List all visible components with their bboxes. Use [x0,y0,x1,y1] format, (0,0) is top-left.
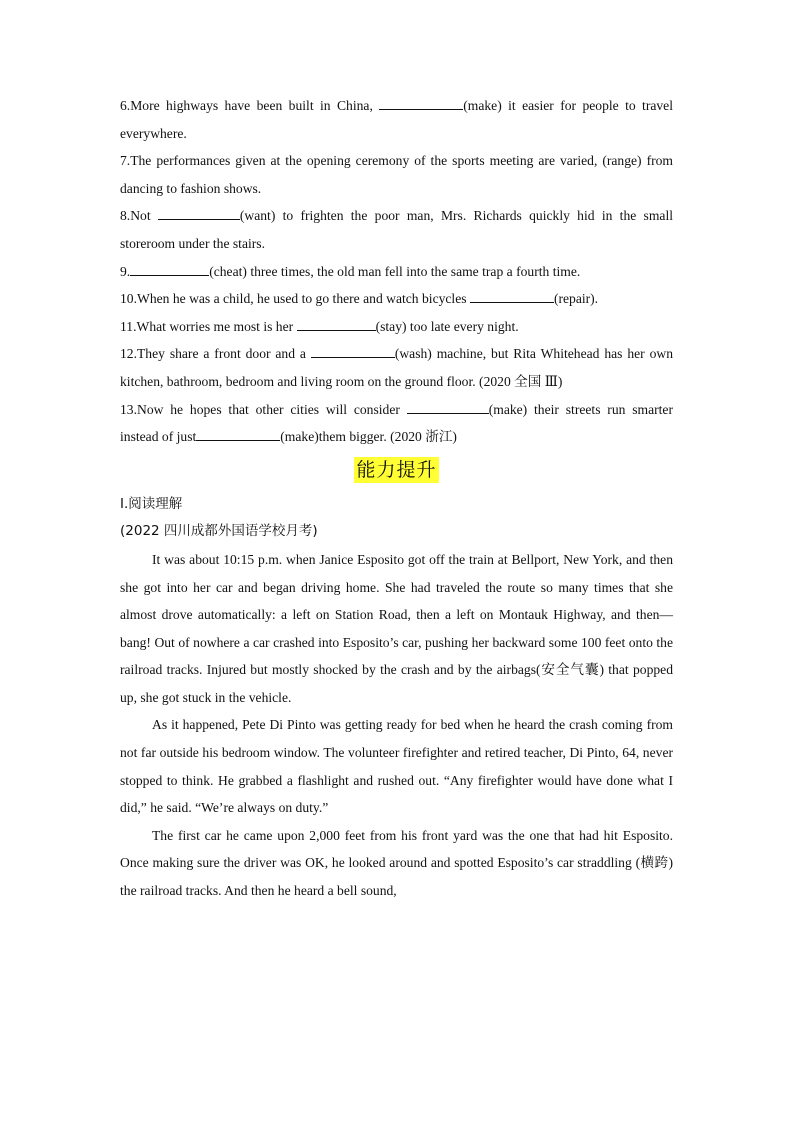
exercise-text: (repair). [553,291,599,307]
exercise-13 [120,396,673,451]
exercise-number: 7. [120,153,131,169]
exercise-text: Not [130,208,158,224]
answer-blank[interactable] [158,205,240,220]
exercise-text: They share a front door and a [137,346,311,362]
passage-paragraph-3: The first car he came upon 2,000 feet from his front yard was the one that had hit Esposito. Once making sure the driver was OK, he looked around and spotted Esposito’s car straddling (横跨) the railroad tracks. And then he heard a bell sound, [120,827,673,899]
exercise-number: 12. [120,346,137,362]
exercise-text: Now he hopes that other cities will consider [137,401,407,417]
exercise-text: (make) it easier for people to travel everywhere. [120,98,673,141]
exercise-text: (wash) machine, but Rita Whitehead has her own kitchen, bathroom, bedroom and living room on the ground floor. (2020 全国 Ⅲ) [120,346,673,389]
answer-blank[interactable] [407,399,489,414]
passage-paragraph-2: As it happened, Pete Di Pinto was getting ready for bed when he heard the crash coming from not far outside his bedroom window. The volunteer firefighter and retired teacher, Di Pinto, 64, never stopped to think. He grabbed a flashlight and rushed out. “Any firefighter would have done what I did,” he said. “We’re always on duty.” [120,717,673,816]
passage-paragraph-1: It was about 10:15 p.m. when Janice Esposito got off the train at Bellport, New York, and then she got into her car and began driving home. She had traveled the route so many times that she almost drove automatically: a left on Station Road, then a left on Montauk Highway, and then—bang! Out of nowhere a car crashed into Esposito’s car, pushing her backward some 100 feet onto the railroad tracks. Injured but mostly shocked by the crash and by the airbags(安全气囊) that popped up, she got stuck in the vehicle. [120,551,673,705]
exercise-8 [120,202,673,257]
exercise-12 [120,340,673,395]
answer-blank[interactable] [297,316,376,331]
answer-blank[interactable] [196,426,280,441]
exercise-6 [120,92,673,147]
exercise-number: 10. [120,291,137,307]
exercise-text: More highways have been built in China, [130,98,380,113]
answer-blank[interactable] [379,95,463,110]
answer-blank[interactable] [130,261,209,276]
document-page [120,92,673,905]
answer-blank[interactable] [311,343,395,358]
answer-blank[interactable] [470,288,554,303]
exercise-text: (stay) too late every night. [375,318,519,334]
exercise-text: When he was a child, he used to go there and watch bicycles [137,291,470,307]
exercise-11 [120,313,673,341]
exercise-text: (cheat) three times, the old man fell into the same trap a fourth time. [209,263,581,279]
exercise-text: What worries me most is her [136,318,297,334]
section-title-row [120,457,673,485]
exercise-number: 6. [120,98,131,113]
exercise-text: (make)them bigger. (2020 浙江) [280,429,457,445]
source-note: (2022 四川成都外国语学校月考) [120,523,318,540]
exercise-10 [120,285,673,313]
section-title: 能力提升 [356,458,437,481]
exercise-number: 9. [120,263,131,279]
exercise-text: (make) their streets run smarter instead of just [120,401,673,445]
exercise-9 [120,258,673,286]
exercise-number: 8. [120,208,131,224]
exercise-number: 11. [120,318,137,334]
exercise-7 [120,147,673,202]
exercise-text: (want) to frighten the poor man, Mrs. Richards quickly hid in the small storeroom under the stairs. [120,208,673,251]
part-heading: Ⅰ.阅读理解 [120,495,183,512]
exercise-number: 13. [120,401,137,417]
exercise-text: The performances given at the opening ceremony of the sports meeting are varied, (range) from dancing to fashion shows. [120,153,673,196]
